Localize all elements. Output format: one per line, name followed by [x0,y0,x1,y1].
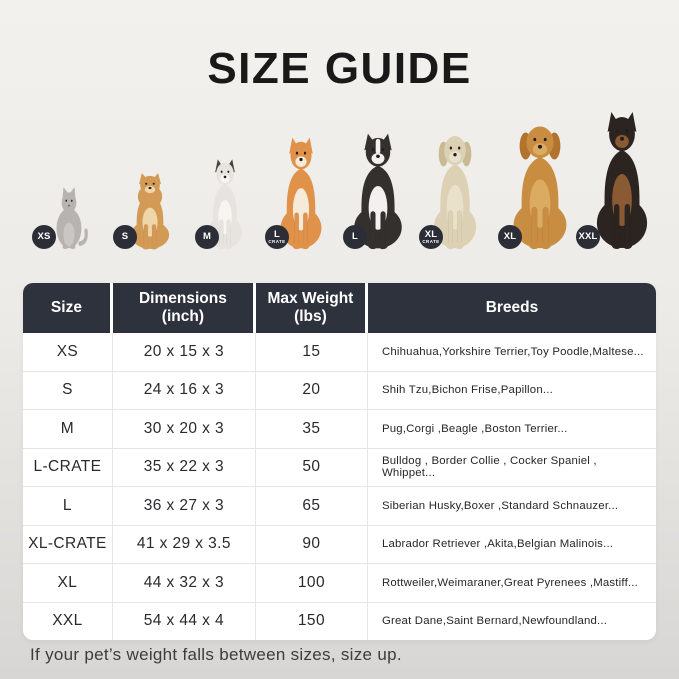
breeds-cell: Rottweiler,Weimaraner,Great Pyrenees ,Mastiff... [381,576,639,589]
size-badge-label: S [121,231,129,243]
size-badge-label: XS [37,231,51,243]
pet-size-lineup [0,100,679,252]
table-row-xl [23,564,656,603]
size-cell: M [23,410,113,448]
size-badge-l-crate [265,225,289,249]
table-row-xxl [23,603,656,641]
column-header-label: Dimensions [138,290,227,308]
max-weight-cell: 20 [256,372,368,410]
table-row-xl-crate [23,526,656,565]
dimensions-cell: 36 x 27 x 3 [113,487,256,525]
size-guide-table [23,283,656,640]
table-row-s [23,372,656,411]
dimensions-cell: 44 x 32 x 3 [113,564,256,602]
column-header-label: Breeds [485,299,539,317]
size-badge-label: XXL [578,231,598,243]
table-row-xs [23,333,656,372]
dimensions-cell: 35 x 22 x 3 [113,449,256,487]
size-badge-m [195,225,219,249]
breeds-cell: Great Dane,Saint Bernard,Newfoundland... [381,615,608,628]
max-weight-cell: 65 [256,487,368,525]
size-badge-label: L [273,228,280,240]
size-cell: XXL [23,603,113,641]
table-row-l [23,487,656,526]
column-header-breeds [368,283,656,333]
column-header-sublabel: (lbs) [294,308,327,325]
size-badge-label: M [202,231,212,243]
size-badge-xl-crate [419,225,443,249]
max-weight-cell: 15 [256,333,368,371]
table-body [23,333,656,640]
breeds-cell: Pug,Corgi ,Beagle ,Boston Terrier... [381,422,568,435]
size-badge-s [113,225,137,249]
size-cell: S [23,372,113,410]
column-header-label: Max Weight [267,290,354,308]
column-header-sublabel: (inch) [161,308,204,325]
size-cell: XL [23,564,113,602]
dimensions-cell: 24 x 16 x 3 [113,372,256,410]
column-header-size [23,283,113,333]
column-header-label: Size [50,299,82,317]
size-badge-label: XL [503,231,517,243]
table-row-l-crate [23,449,656,488]
dimensions-cell: 30 x 20 x 3 [113,410,256,448]
breeds-cell: Chihuahua,Yorkshire Terrier,Toy Poodle,Maltese... [381,345,644,358]
sizing-advice-note: If your pet’s weight falls between sizes, size up. [30,645,402,664]
size-badge-label: L [351,231,358,243]
max-weight-cell: 100 [256,564,368,602]
size-badge-label: XL [424,228,438,240]
max-weight-cell: 90 [256,526,368,564]
dimensions-cell: 20 x 15 x 3 [113,333,256,371]
max-weight-cell: 150 [256,603,368,641]
size-badge-sublabel: CRATE [268,239,286,244]
size-badge-xxl [576,225,600,249]
table-header-row [23,283,656,333]
max-weight-cell: 35 [256,410,368,448]
size-cell: L [23,487,113,525]
max-weight-cell: 50 [256,449,368,487]
table-row-m [23,410,656,449]
breeds-cell: Labrador Retriever ,Akita,Belgian Malinois... [381,538,614,551]
page-title: SIZE GUIDE [207,44,472,93]
size-cell: L-CRATE [23,449,113,487]
size-badge-xl [498,225,522,249]
breeds-cell: Shih Tzu,Bichon Frise,Papillon... [381,384,553,397]
size-cell: XS [23,333,113,371]
column-header-dimensions [113,283,256,333]
size-badge-sublabel: CRATE [422,239,440,244]
breeds-cell: Siberian Husky,Boxer ,Standard Schnauzer... [381,499,619,512]
size-badge-xs [32,225,56,249]
column-header-max-weight [256,283,368,333]
dimensions-cell: 54 x 44 x 4 [113,603,256,641]
size-badge-l [343,225,367,249]
dimensions-cell: 41 x 29 x 3.5 [113,526,256,564]
breeds-cell: Bulldog , Border Collie , Cocker Spaniel , Whippet... [381,455,597,480]
size-cell: XL-CRATE [23,526,113,564]
